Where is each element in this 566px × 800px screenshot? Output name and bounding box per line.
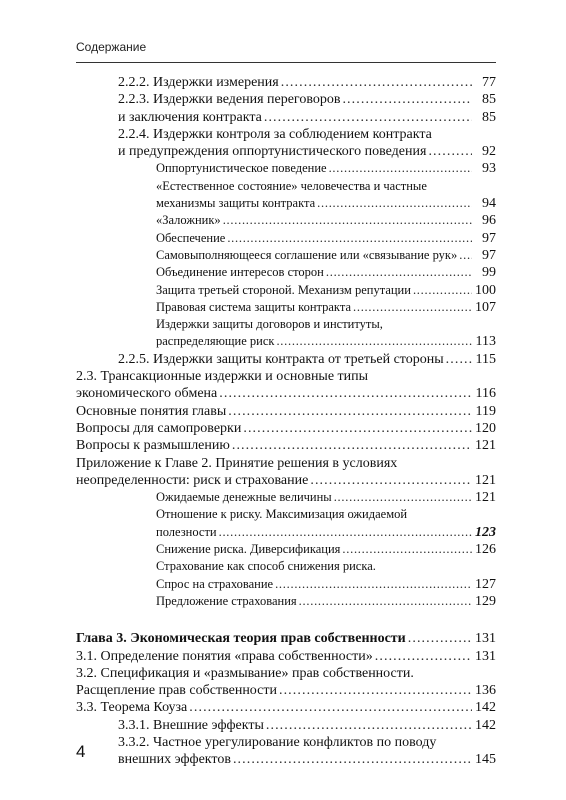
toc-entry[interactable]: [76, 541, 496, 558]
toc-entry-text: Предложение страхования: [156, 593, 297, 608]
toc-entry-text: 3.1. Определение понятия «права собственности»: [76, 648, 373, 664]
dot-leader: [329, 160, 472, 177]
toc-page-number: 85: [482, 92, 496, 108]
toc-entry[interactable]: [76, 299, 496, 316]
toc-entry-text: 3.3.2. Частное урегулирование конфликтов по поводу: [118, 734, 437, 750]
toc-entry[interactable]: [76, 264, 496, 281]
dot-leader: [459, 247, 472, 264]
toc-entry-text: Вопросы к размышлению: [76, 438, 230, 454]
toc-page-number: 100: [475, 282, 496, 298]
toc-entry[interactable]: [76, 630, 496, 647]
toc-entry-text: Обеспечение: [156, 230, 226, 245]
toc-entry[interactable]: [76, 648, 496, 665]
toc-page-number: 115: [475, 351, 496, 367]
toc-entry-text: 2.2.3. Издержки ведения переговоров: [118, 92, 341, 108]
toc-entry[interactable]: [76, 455, 496, 490]
toc-entry[interactable]: [76, 247, 496, 264]
toc-page-number: 97: [482, 230, 496, 246]
header-rule: [76, 62, 496, 63]
toc-page-number: 119: [475, 403, 496, 419]
toc-entry-text: 2.2.4. Издержки контроля за соблюдением контракта: [118, 126, 432, 142]
toc-entry[interactable]: [76, 91, 496, 108]
toc-entry-text: механизмы защиты контракта: [156, 196, 316, 211]
toc-entry-text: Страхование как способ снижения риска.: [156, 559, 376, 574]
toc-entry[interactable]: [76, 403, 496, 420]
page-number: 4: [76, 742, 86, 761]
dot-leader: [219, 385, 472, 402]
dot-leader: [342, 541, 472, 558]
dot-leader: [299, 593, 472, 610]
toc-page-number: 142: [475, 700, 496, 716]
toc-entry-text: экономического обмена: [76, 386, 218, 402]
toc-entry-text: внешних эффектов: [118, 752, 231, 768]
toc-entry-text: Оппортунистическое поведение: [156, 161, 327, 176]
dot-leader: [223, 212, 472, 229]
toc-entry[interactable]: [76, 74, 496, 91]
running-header: Содержание: [76, 40, 147, 54]
toc-entry[interactable]: [76, 230, 496, 247]
toc-entry-text: Правовая система защиты контракта: [156, 299, 351, 314]
toc-page-number: 77: [482, 75, 496, 90]
dot-leader: [233, 751, 472, 768]
toc-entry-text: Приложение к Главе 2. Принятие решения в условиях: [76, 455, 398, 471]
dot-leader: [342, 91, 472, 108]
toc-entry-text: распределяющие риск: [156, 334, 275, 349]
toc-entry[interactable]: [76, 699, 496, 716]
toc-entry[interactable]: [76, 420, 496, 437]
toc-entry[interactable]: [76, 665, 496, 700]
toc-entry[interactable]: [76, 126, 496, 161]
toc-entry-text: неопределенности: риск и страхование: [76, 472, 309, 488]
toc-page-number: 113: [475, 334, 496, 350]
toc-entry-text: 2.2.5. Издержки защиты контракта от третьей стороны: [118, 351, 444, 367]
toc-page-number: 94: [482, 196, 496, 212]
toc-entry-text: Издержки защиты договоров и институты,: [156, 317, 383, 332]
toc-page-number: 107: [475, 299, 496, 315]
toc-page-number: 116: [475, 386, 496, 402]
toc-page-number: 85: [482, 109, 496, 125]
toc-entry-text: Объединение интересов сторон: [156, 265, 324, 280]
toc-entry-text: Снижение риска. Диверсификация: [156, 542, 341, 557]
section-gap: [76, 610, 496, 630]
toc-page-number: 136: [475, 683, 496, 699]
toc-page-number: 126: [475, 542, 496, 558]
dot-leader: [408, 630, 472, 647]
toc-entry[interactable]: [76, 351, 496, 368]
toc-entry-text: Глава 3. Экономическая теория прав собственности: [76, 631, 406, 647]
dot-leader: [219, 524, 472, 541]
dot-leader: [266, 717, 472, 734]
toc-page-number: 129: [475, 593, 496, 609]
toc-page-number: 145: [475, 752, 496, 768]
toc-entry-text: «Естественное состояние» человечества и частные: [156, 178, 427, 193]
dot-leader: [276, 333, 472, 350]
toc-page-number: 96: [482, 213, 496, 229]
toc-entry-text: Защита третьей стороной. Механизм репутации: [156, 282, 411, 297]
toc-page-number: 97: [482, 247, 496, 263]
dot-leader: [232, 437, 472, 454]
dot-leader: [334, 489, 472, 506]
dot-leader: [189, 699, 472, 716]
toc-entry[interactable]: [76, 734, 496, 769]
toc-page-number: 123: [475, 524, 496, 540]
toc-page-number: 99: [482, 265, 496, 281]
toc-entry[interactable]: [76, 178, 496, 213]
dot-leader: [227, 230, 472, 247]
toc-page-number: 121: [475, 472, 496, 488]
toc-entry-text: «Заложник»: [156, 213, 221, 228]
toc-entry-text: Самовыполняющееся соглашение или «связывание рук»: [156, 247, 458, 262]
toc-entry[interactable]: [76, 558, 496, 593]
toc-page-number: 92: [482, 144, 496, 160]
toc-page-number: 93: [482, 161, 496, 177]
dot-leader: [279, 682, 472, 699]
dot-leader: [428, 143, 472, 160]
toc-entry[interactable]: [76, 109, 496, 126]
dot-leader: [326, 264, 472, 281]
toc-entry[interactable]: [76, 593, 496, 610]
toc-entry-text: Отношение к риску. Максимизация ожидаемой: [156, 507, 408, 522]
table-of-contents: [76, 74, 496, 769]
dot-leader: [264, 109, 472, 126]
toc-entry[interactable]: [76, 489, 496, 506]
toc-entry-text: 3.3. Теорема Коуза: [76, 700, 188, 716]
toc-page-number: 121: [475, 490, 496, 506]
dot-leader: [413, 282, 472, 299]
toc-entry[interactable]: [76, 368, 496, 403]
dot-leader: [310, 472, 472, 489]
toc-page-number: 120: [475, 420, 496, 436]
toc-entry-text: 3.3.1. Внешние эффекты: [118, 717, 264, 733]
toc-entry-text: и заключения контракта: [118, 109, 262, 125]
toc-page-number: 127: [475, 576, 496, 592]
toc-entry[interactable]: [76, 717, 496, 734]
toc-entry[interactable]: [76, 212, 496, 229]
toc-entry-text: Вопросы для самопроверки: [76, 420, 242, 436]
dot-leader: [243, 420, 472, 437]
toc-entry[interactable]: [76, 506, 496, 541]
toc-entry-text: 3.2. Спецификация и «размывание» прав собственности.: [76, 665, 414, 681]
dot-leader: [228, 403, 472, 420]
dot-leader: [375, 648, 472, 665]
dot-leader: [275, 576, 472, 593]
dot-leader: [317, 195, 472, 212]
dot-leader: [446, 351, 472, 368]
dot-leader: [281, 74, 472, 91]
toc-entry-text: 2.3. Трансакционные издержки и основные типы: [76, 369, 369, 385]
toc-entry[interactable]: [76, 316, 496, 351]
toc-page-number: 142: [475, 717, 496, 733]
toc-entry-text: и предупреждения оппортунистического поведения: [118, 144, 427, 160]
toc-entry-text: Основные понятия главы: [76, 403, 227, 419]
toc-entry[interactable]: [76, 282, 496, 299]
dot-leader: [353, 299, 472, 316]
toc-entry[interactable]: [76, 160, 496, 177]
toc-entry-text: 2.2.2. Издержки измерения: [118, 75, 279, 90]
toc-entry[interactable]: [76, 437, 496, 454]
toc-page-number: 131: [475, 631, 496, 647]
toc-page-number: 121: [475, 438, 496, 454]
toc-entry-text: Ожидаемые денежные величины: [156, 490, 332, 505]
toc-page-number: 131: [475, 648, 496, 664]
toc-entry-text: Спрос на страхование: [156, 576, 274, 591]
toc-entry-text: полезности: [156, 524, 217, 539]
toc-entry-text: Расщепление прав собственности: [76, 683, 277, 699]
